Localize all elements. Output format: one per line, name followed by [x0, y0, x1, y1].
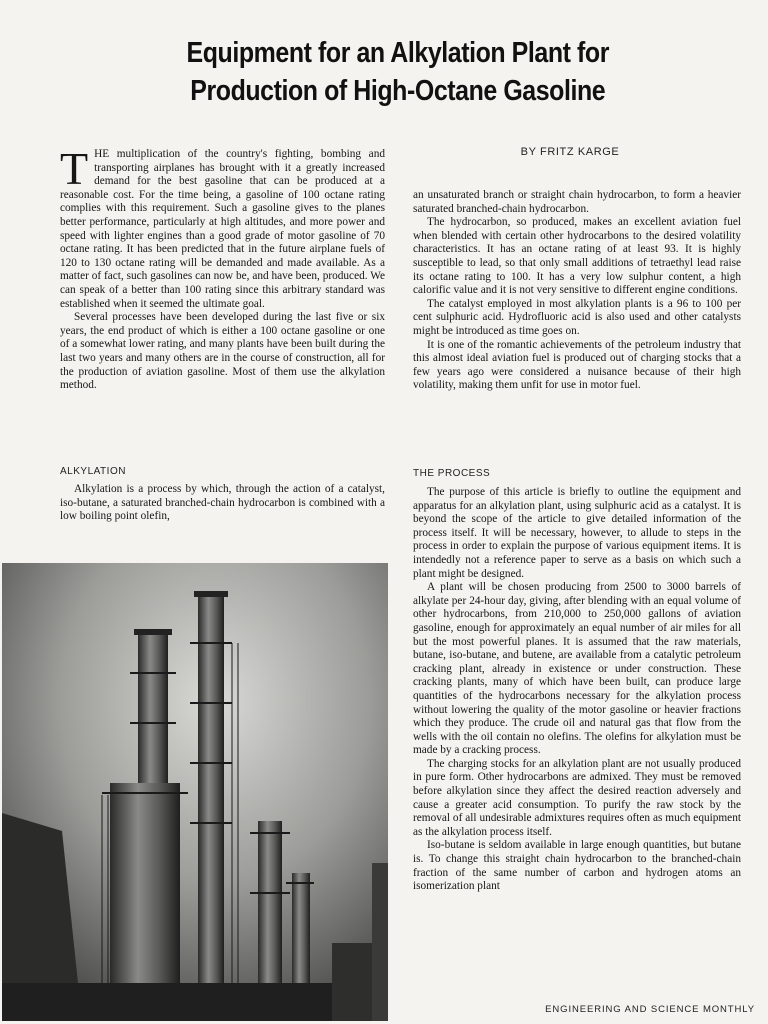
section-heading-the-process: THE PROCESS [413, 468, 491, 479]
column-left-bottom [60, 483, 385, 524]
drop-cap: T [60, 143, 89, 194]
article-title [54, 34, 742, 110]
paragraph: The catalyst employed in most alkylation plants is a 96 to 100 per cent sulphuric acid. Hydrofluoric acid is also used and other catalysts might be introduced as time goes on. [413, 297, 741, 337]
paragraph: Several processes have been developed during the last five or six years, the end product of which is either a 100 octane gasoline or one of a somewhat lower rating, and many plants have been built during the last two years and many others are in the course of construction, all for the production of aviation gasoline. Most of them use the alkylation method. [60, 311, 385, 392]
title-line-1: Equipment for an Alkylation Plant for [186, 37, 609, 69]
refinery-photo [2, 563, 388, 1021]
paragraph: The charging stocks for an alkylation plant are not usually produced in pure form. Other hydrocarbons are admixed. They must be removed before alkylation since they affect the desired reaction adversely and cause a greater acid consumption. To purify the raw stock by the removal of all undesirable admixtures requires often as much equipment as the alkylation process itself. [413, 757, 741, 838]
intro-text: HE multiplication of the country's fighting, bombing and transporting airplanes has brought with it a greatly increased demand for the best gasoline that can be produced at a reasonable cost. For the time being, a gasoline of 100 octane rating complies with this requirement. Such a gasoline gives to the planes better performance, particularly at high altitudes, and more power and speed with lighter engines than a good grade of motor gasoline of 70 octane rating. It has been predicted that in the future airplane fuels of 120 to 130 octane rating will be demanded and made available. As a matter of fact, such gasolines can now be, and have been, produced. We can speak of a better than 100 rating since this arbitrary standard was established when it seemed the ultimate goal. [60, 148, 385, 310]
column-right-top [413, 189, 741, 393]
paragraph: The purpose of this article is briefly to outline the equipment and apparatus for an alkylation plant, using sulphuric acid as a catalyst. It is beyond the scope of the article to give detailed information of the process itself. It will be necessary, however, to allude to steps in the process in order to explain the purpose of various equipment items. It is intendedly not a reference paper to serve as a basis on which such a plant might be designed. [413, 486, 741, 580]
paragraph: Iso-butane is seldom available in large enough quantities, but butane is. To change this straight chain hydrocarbon to the branched-chain fraction of the same number of carbon and hydrogen atoms an isomerization plant [413, 839, 741, 893]
paragraph: It is one of the romantic achievements of the petroleum industry that this almost ideal aviation fuel is produced out of charging stocks that a few years ago were considered a nuisance because of their high volatility, making them unfit for use in motor fuel. [413, 338, 741, 392]
refinery-towers-illustration [2, 563, 388, 1021]
byline: BY FRITZ KARGE [520, 146, 620, 158]
paragraph: an unsaturated branch or straight chain hydrocarbon, to form a heavier saturated branched-chain hydrocarbon. [413, 189, 741, 215]
column-left-top [60, 143, 385, 393]
intro-paragraph [60, 143, 385, 311]
paragraph: A plant will be chosen producing from 2500 to 3000 barrels of alkylate per 24-hour day, giving, after blending with an equal volume of other hydrocarbons, from 210,000 to 250,000 gallons of aviation gasoline, enough for approximately an equal number of air miles for all but the most powerful planes. It is assumed that the raw materials, butane, iso-butane, and butene, are available from a catalytic petroleum cracking plant, already in existence or under construction. These cracking plants, many of which have been built, can produce large quantities of the hydrocarbons necessary for the alkylation process without lowering the quality of the motor gasoline or heavier fractions which they produce. The crude oil and natural gas that flow from the wells with the oil contain no olefins. The olefins for alkylation must be made by a cracking process. [413, 581, 741, 757]
page-footer: ENGINEERING AND SCIENCE MONTHLY [545, 1004, 755, 1015]
section-heading-alkylation: ALKYLATION [60, 466, 126, 477]
paragraph: Alkylation is a process by which, through the action of a catalyst, iso-butane, a saturated branched-chain hydrocarbon is combined with a low boiling point olefin, [60, 483, 385, 523]
column-right-bottom [413, 486, 741, 894]
paragraph: The hydrocarbon, so produced, makes an excellent aviation fuel when blended with certain other hydrocarbons to the desired volatility characteristics. It has an octane rating of at least 93. It is highly susceptible to lead, so that only small additions of tetraethyl lead raise its octane rating to 100. It has a very low sulphur content, a high calorific value and it is not very sensitive to different engine conditions. [413, 216, 741, 297]
title-line-2: Production of High-Octane Gasoline [190, 75, 606, 107]
